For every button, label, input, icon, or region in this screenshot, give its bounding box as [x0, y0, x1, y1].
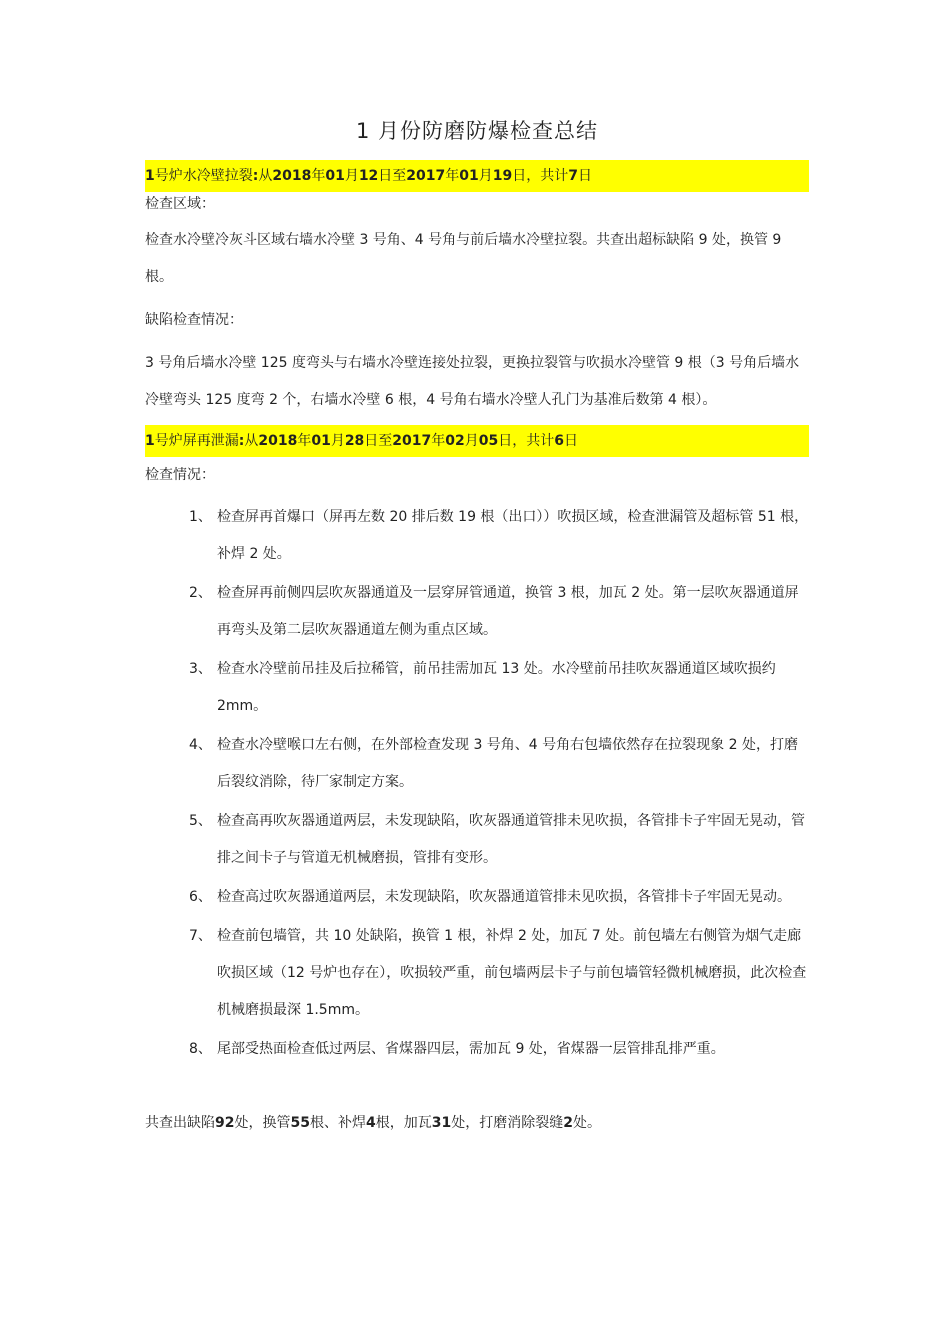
- section1-colon: :: [252, 168, 259, 184]
- list-item: [145, 1031, 809, 1068]
- section2-boiler-number: 1: [145, 433, 155, 449]
- section1-day-char: 日: [577, 168, 592, 184]
- section2-start-day: 28: [344, 433, 365, 449]
- section1-end-year: 2017: [406, 168, 446, 184]
- section2-days: 6: [554, 433, 564, 449]
- list-item: [145, 918, 809, 1029]
- list-item-text: 尾部受热面检查低过两层、省煤器四层，需加瓦 9 处，省煤器一层管排乱排严重。: [217, 1041, 725, 1057]
- list-item-text: 检查水冷壁前吊挂及后拉稀管，前吊挂需加瓦 13 处。水冷壁前吊挂吹灰器通道区域吹损约 2mm。: [217, 661, 776, 714]
- section1-month-char: 月: [344, 168, 359, 184]
- list-item-number: 7、: [189, 928, 212, 944]
- section1-total: 日，共计: [512, 168, 569, 184]
- list-item: [145, 879, 809, 916]
- section1-to: 日至: [378, 168, 407, 184]
- list-item-number: 5、: [189, 813, 212, 829]
- section1-header: [145, 160, 809, 192]
- list-item-number: 2、: [189, 585, 212, 601]
- list-item-text: 检查前包墙管，共 10 处缺陷，换管 1 根，补焊 2 处，加瓦 7 处。前包墙左右侧管为烟气走廊吹损区域（12 号炉也存在），吹损较严重，前包墙两层卡子与前包墙管轻微机械磨损，此次检查机械磨损最深 1.5mm。: [217, 928, 807, 1018]
- summary-cracks-count: 2: [563, 1115, 573, 1131]
- document-title: 1 月份防磨防爆检查总结: [355, 119, 599, 143]
- list-item-text: 检查高再吹灰器通道两层，未发现缺陷，吹灰器通道管排未见吹损，各管排卡子牢固无晃动，管排之间卡子与管道无机械磨损，管排有变形。: [217, 813, 805, 866]
- section2-total: 日，共计: [498, 433, 555, 449]
- section2-month-char: 月: [330, 433, 345, 449]
- summary-text: 根、补焊: [309, 1115, 366, 1131]
- list-item: [145, 727, 809, 801]
- section1-days: 7: [568, 168, 578, 184]
- summary-shields-count: 31: [431, 1115, 452, 1131]
- section2-end-month: 02: [445, 433, 465, 449]
- section2-year-char2: 年: [431, 433, 446, 449]
- section2-end-year: 2017: [392, 433, 432, 449]
- section2-day-char: 日: [563, 433, 578, 449]
- section1-from: 从: [258, 168, 273, 184]
- summary-text: 处，打磨消除裂缝: [451, 1115, 564, 1131]
- list-item-number: 3、: [189, 661, 212, 677]
- section1-end-month: 01: [459, 168, 479, 184]
- section2-colon: :: [238, 433, 245, 449]
- list-item: [145, 803, 809, 877]
- list-item: [145, 499, 809, 573]
- section1-year-char2: 年: [445, 168, 460, 184]
- list-item-number: 4、: [189, 737, 212, 753]
- list-item-number: 6、: [189, 889, 212, 905]
- section1-start-day: 12: [358, 168, 379, 184]
- section2-from: 从: [244, 433, 259, 449]
- summary-text: 处，换管: [234, 1115, 291, 1131]
- defect-inspection-label: 缺陷检查情况：: [145, 312, 243, 328]
- list-item: [145, 575, 809, 649]
- section2-year-char: 年: [297, 433, 312, 449]
- list-item-number: 8、: [189, 1041, 212, 1057]
- section1-header-text: 号炉水冷壁拉裂: [154, 168, 253, 184]
- section1-year-char: 年: [311, 168, 326, 184]
- summary-defects-count: 92: [215, 1115, 235, 1131]
- summary: [145, 1108, 809, 1138]
- section2-to: 日至: [364, 433, 393, 449]
- section2-header-text: 号炉屏再泄漏: [154, 433, 239, 449]
- summary-text: 处。: [572, 1115, 601, 1131]
- defect-inspection-text: 3 号角后墙水冷壁 125 度弯头与右墙水冷壁连接处拉裂，更换拉裂管与吹损水冷壁管 9 根（3 号角后墙水冷壁弯头 125 度弯 2 个，右墙水冷壁 6 根，4 号角右墙水冷壁人孔门为基准后数第 4 根）。: [145, 355, 800, 408]
- section2-month-char2: 月: [464, 433, 479, 449]
- section1-start-month: 01: [325, 168, 345, 184]
- list-item-text: 检查水冷壁喉口左右侧，在外部检查发现 3 号角、4 号角右包墙依然存在拉裂现象 2 处，打磨后裂纹消除，待厂家制定方案。: [217, 737, 798, 790]
- summary-welds-count: 4: [365, 1115, 376, 1131]
- list-item: [145, 651, 809, 725]
- section1-boiler-number: 1: [145, 168, 155, 184]
- inspection-area-text: 检查水冷壁冷灰斗区域右墙水冷壁 3 号角、4 号角与前后墙水冷壁拉裂。共查出超标缺陷 9 处，换管 9 根。: [145, 232, 782, 285]
- section1-start-year: 2018: [272, 168, 312, 184]
- summary-text: 根，加瓦: [375, 1115, 432, 1131]
- inspection-area-label: 检查区域：: [145, 196, 215, 212]
- section1-end-day: 19: [492, 168, 513, 184]
- list-item-number: 1、: [189, 509, 212, 525]
- list-item-text: 检查屏再首爆口（屏再左数 20 排后数 19 根（出口））吹损区域，检查泄漏管及超标管 51 根，补焊 2 处。: [217, 509, 809, 562]
- inspection-list: [145, 499, 809, 1068]
- section2-header: [145, 425, 809, 457]
- list-item-text: 检查屏再前侧四层吹灰器通道及一层穿屏管通道，换管 3 根，加瓦 2 处。第一层吹灰器通道屏再弯头及第二层吹灰器通道左侧为重点区域。: [217, 585, 799, 638]
- summary-pipes-count: 55: [290, 1115, 310, 1131]
- list-item-text: 检查高过吹灰器通道两层，未发现缺陷，吹灰器通道管排未见吹损，各管排卡子牢固无晃动。: [217, 889, 791, 905]
- document-content: [145, 116, 809, 1152]
- section1-month-char2: 月: [478, 168, 493, 184]
- section2-end-day: 05: [478, 433, 499, 449]
- section2-start-year: 2018: [258, 433, 298, 449]
- inspection-status-label: 检查情况：: [145, 467, 215, 483]
- section2-start-month: 01: [311, 433, 331, 449]
- summary-text: 共查出缺陷: [145, 1115, 215, 1131]
